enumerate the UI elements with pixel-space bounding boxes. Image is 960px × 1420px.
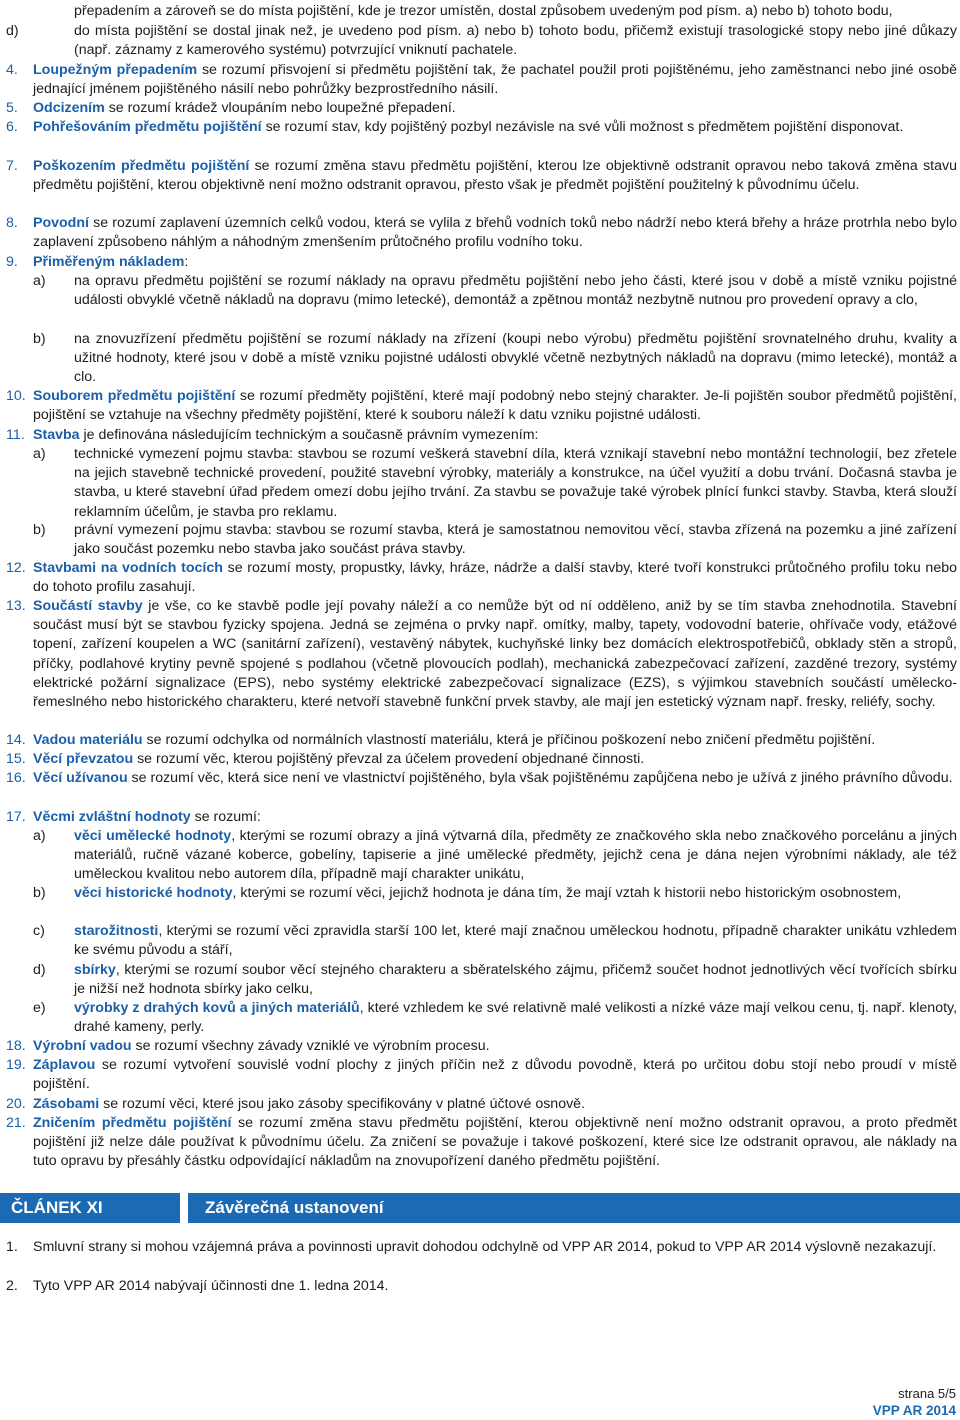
definition-number: 14.	[6, 732, 26, 748]
subitem-text: , kterými se rozumí věci, jejichž hodnota je dána tím, že mají vztah k historii nebo historickým osobnostem,	[232, 885, 902, 901]
definition-number: 16.	[6, 770, 26, 786]
subitem-label: b)	[33, 522, 46, 538]
definition-term: Věcí převzatou	[33, 751, 134, 767]
definition-text: :	[184, 254, 189, 270]
subitem-text: na opravu předmětu pojištění se rozumí náklady na opravu předmětu pojištění nebo jeho části, které jsou v době a místě vzniku pojistné události obvyklé včetně nákladů na dopravu (mimo letecké), demontáž a zpětnou montáž nezbytně nutnou pro provedení opravy a clo,	[74, 273, 957, 309]
final-item-text: Tyto VPP AR 2014 nabývají účinnosti dne 1. ledna 2014.	[33, 1278, 389, 1294]
subitem-term: sbírky	[74, 962, 116, 978]
definition-term: Přiměřeným nákladem	[33, 254, 185, 270]
intro-d-text: do místa pojištění se dostal jinak než, je uvedeno pod písm. a) nebo b) tohoto bodu, přičemž existují trasologické stopy nebo jiné důkazy (např. záznamy z kamerového systému) potvrzující vniknutí pachatele.	[74, 23, 957, 59]
definition-text: je definována následujícím technickým a současně právním vymezením:	[79, 427, 539, 443]
definition-term: Stavbami na vodních tocích	[33, 560, 223, 576]
subitem-term: starožitnosti	[74, 923, 159, 939]
definition-text: se rozumí odchylka od normálních vlastností materiálu, která je příčinou poškození nebo zničení předmětu pojištění.	[142, 732, 876, 748]
definition-term: Výrobní vadou	[33, 1038, 132, 1054]
subitem-text: na znovuzřízení předmětu pojištění se rozumí náklady na zřízení (koupi nebo výrobu) předmětu pojištění srovnatelného druhu, kvality a užitné hodnoty, které jsou v době a místě vzniku pojistné události obvyklé včetně nezbytných nákladů na dopravu (mimo letecké), montáž a clo.	[74, 331, 957, 386]
final-item-number: 2.	[6, 1278, 18, 1294]
subitem-text: , kterými se rozumí obrazy a jiná výtvarná díla, předměty ze značkového skla nebo značkového porcelánu a jiných materiálů, ručně vázané koberce, gobelíny, tapiserie a jiné umělecké předměty, jejichž cena je dána nejen výrobními náklady, ale též uměleckou kvalitou nebo autorem díla, případně mají charakter unikátu,	[74, 828, 957, 883]
definition-number: 13.	[6, 598, 26, 614]
definition-term: Vadou materiálu	[33, 732, 143, 748]
definition-text: se rozumí stav, kdy pojištěný pozbyl nezávisle na své vůli možnost s předmětem pojištění disponovat.	[261, 119, 904, 135]
definition-text: se rozumí všechny závady vzniklé ve výrobním procesu.	[131, 1038, 490, 1054]
definition-number: 4.	[6, 62, 18, 78]
definition-number: 9.	[6, 254, 18, 270]
definition-text: je vše, co ke stavbě podle její povahy náleží a co nemůže být od ní odděleno, aniž by se tím stavba znehodnotila. Stavební součást musí být se stavbou fyzicky spojena. Jedná se zejména o prvky např. omítky, malby, tapety, vodovodní baterie, ohřívače vody, etážové topení, zařízení koupelen a WC (sanitární zařízení), vestavěný nábytek, kuchyňské linky bez domácích elektrospotřebičů, obklady stěn a stropů, příčky, podlahové krytiny pevně spojené s podlahou (včetně plovoucích podlah), mechanická zabezpečovací zařízení, zazděné trezory, systémy elektrické požární signalizace (EPS), nebo systémy elektrické zabezpečovací signalizace (EZS), s výjimkou stavebních součástí umělecko-řemeslného nebo historického charakteru, které netvoří stavebně funkční prvek stavby, ale mají jen estetický význam např. fresky, reliéfy, sochy.	[33, 598, 957, 711]
definition-number: 10.	[6, 388, 26, 404]
definition-term: Věcí užívanou	[33, 770, 128, 786]
definition-term: Povodní	[33, 215, 89, 231]
article-divider	[180, 1193, 188, 1223]
subitem-text: právní vymezení pojmu stavba: stavbou se rozumí stavba, která je samostatnou nemovitou věcí, stavba zřízená na pozemku a jiné zařízení jako součást pozemku nebo stavba jako součást práva stavby.	[74, 522, 957, 558]
subitem-term: věci historické hodnoty	[74, 885, 233, 901]
definition-text: se rozumí vytvoření souvislé vodní plochy z jiných příčin než z důvodu povodně, která po určitou dobu stojí nebo proudí v místě pojištění.	[33, 1057, 957, 1093]
definition-text: se rozumí věc, která sice není ve vlastnictví pojištěného, byla však pojištěnému zapůjčena nebo je užívá z jiného právního důvodu.	[127, 770, 953, 786]
subitem-label: d)	[33, 962, 46, 978]
page-number: strana 5/5	[898, 1386, 956, 1401]
definition-term: Odcizením	[33, 100, 105, 116]
definition-number: 20.	[6, 1096, 26, 1112]
subitem-label: a)	[33, 828, 46, 844]
definition-number: 8.	[6, 215, 18, 231]
subitem-text: , které vzhledem ke své relativně malé velikosti a nízké váze mají velkou cenu, tj. např. klenoty, drahé kameny, perly.	[74, 1000, 958, 1036]
subitem-term: věci umělecké hodnoty	[74, 828, 232, 844]
definition-text: se rozumí přisvojení si předmětu pojištění tak, že pachatel použil proti pojištěnému, jeho zaměstnanci nebo jiné osobě jednající jménem pojištěného násilí nebo pohrůžky bezprostředního násilí.	[33, 62, 957, 98]
definition-text: se rozumí zaplavení územních celků vodou, která se vylila z břehů vodních toků nebo nádrží nebo která břehy a hráze protrhla nebo bylo zaplavení způsobeno náhlým a náhodným zmenšením průtočného profilu vodního toku.	[33, 215, 957, 251]
definition-text: se rozumí věci, které jsou jako zásoby specifikovány v platné účtové osnově.	[99, 1096, 586, 1112]
intro-line: přepadením a zároveň se do místa pojištění, kde je trezor umístěn, dostal způsobem uvedeným pod písm. a) nebo b) tohoto bodu,	[74, 3, 893, 19]
subitem-label: b)	[33, 331, 46, 347]
definition-term: Zásobami	[33, 1096, 100, 1112]
definition-text: se rozumí krádež vloupáním nebo loupežné přepadení.	[104, 100, 456, 116]
definition-text: se rozumí mosty, propustky, lávky, hráze, nádrže a další stavby, které tvoří konstrukci průtočného profilu toku nebo do tohoto profilu zasahují.	[33, 560, 957, 596]
definition-number: 17.	[6, 809, 26, 825]
subitem-label: a)	[33, 446, 46, 462]
article-title: Závěrečná ustanovení	[205, 1198, 384, 1217]
intro-d-label: d)	[6, 23, 19, 39]
subitem-text: technické vymezení pojmu stavba: stavbou se rozumí veškerá stavební díla, která vznikají stavební nebo montážní technologií, bez zřetele na jejich stavebně technické provedení, použité stavební výrobky, materiály a konstrukce, na účel využití a dobu trvání. Dočasná stavba je stavba, u které stavební úřad předem omezí dobu jejího trvání. Za stavbu se považuje také výrobek plnící funkci stavby. Stavba, která slouží reklamním účelům, je stavba pro reklamu.	[74, 446, 957, 520]
definition-term: Poškozením předmětu pojištění	[33, 158, 250, 174]
definition-text: se rozumí změna stavu předmětu pojištění, kterou objektivně není možno odstranit opravou, a proto předmět pojištění již nelze dále používat k původnímu účelu. Za zničení se považuje i takové poškození, které sice lze odstranit opravou, ale náklady na tuto opravu by přesáhly částku odpovídající nákladům na znovupořízení daného předmětu pojištění.	[33, 1115, 957, 1170]
subitem-label: e)	[33, 1000, 46, 1016]
subitem-label: b)	[33, 885, 46, 901]
subitem-text: , kterými se rozumí soubor věcí stejného charakteru a sběratelského zájmu, přičemž součet hodnot jednotlivých věcí tvořících sbírku je nižší než hodnota sbírky jako celku,	[74, 962, 957, 998]
definition-term: Věcmi zvláštní hodnoty	[33, 809, 191, 825]
subitem-label: a)	[33, 273, 46, 289]
definition-number: 18.	[6, 1038, 26, 1054]
definition-term: Součástí stavby	[33, 598, 143, 614]
definition-term: Souborem předmětu pojištění	[33, 388, 236, 404]
document-code: VPP AR 2014	[872, 1403, 956, 1418]
definition-term: Stavba	[33, 427, 80, 443]
article-number: ČLÁNEK XI	[11, 1198, 103, 1217]
definition-text: se rozumí změna stavu předmětu pojištění, kterou lze objektivně odstranit opravou nebo taková změna stavu předmětu pojištění, kterou objektivně není možno odstranit opravou, přesto však je předmět pojištění použitelný k původnímu účelu.	[33, 158, 957, 194]
definition-number: 11.	[6, 427, 25, 443]
final-item-text: Smluvní strany si mohou vzájemná práva a povinnosti upravit dohodou odchylně od VPP AR 2014, pokud to VPP AR 2014 výslovně nezakazují.	[33, 1239, 937, 1255]
definition-number: 5.	[6, 100, 18, 116]
definition-text: se rozumí věc, kterou pojištěný převzal za účelem provedení objednané činnosti.	[133, 751, 645, 767]
definition-number: 6.	[6, 119, 18, 135]
definition-number: 7.	[6, 158, 18, 174]
definition-number: 19.	[6, 1057, 26, 1073]
subitem-label: c)	[33, 923, 45, 939]
definition-term: Záplavou	[33, 1057, 96, 1073]
definition-term: Zničením předmětu pojištění	[33, 1115, 232, 1131]
definition-term: Pohřešováním předmětu pojištění	[33, 119, 262, 135]
definition-text: se rozumí:	[190, 809, 261, 825]
subitem-text: , kterými se rozumí věci zpravidla starší 100 let, které mají značnou uměleckou hodnotu, případně charakter unikátu vzhledem ke svému původu a stáří,	[74, 923, 957, 959]
definition-term: Loupežným přepadením	[33, 62, 198, 78]
definition-number: 21.	[6, 1115, 26, 1131]
subitem-term: výrobky z drahých kovů a jiných materiálů	[74, 1000, 360, 1016]
definition-number: 15.	[6, 751, 26, 767]
final-item-number: 1.	[6, 1239, 18, 1255]
article-header	[0, 1193, 960, 1223]
definition-text: se rozumí předměty pojištění, které mají podobný nebo stejný charakter. Je-li pojištěn soubor předmětů pojištění, pojištění se vztahuje na všechny předměty pojištění, které k souboru náleží k datu vzniku pojistné události.	[33, 388, 957, 424]
definition-number: 12.	[6, 560, 26, 576]
